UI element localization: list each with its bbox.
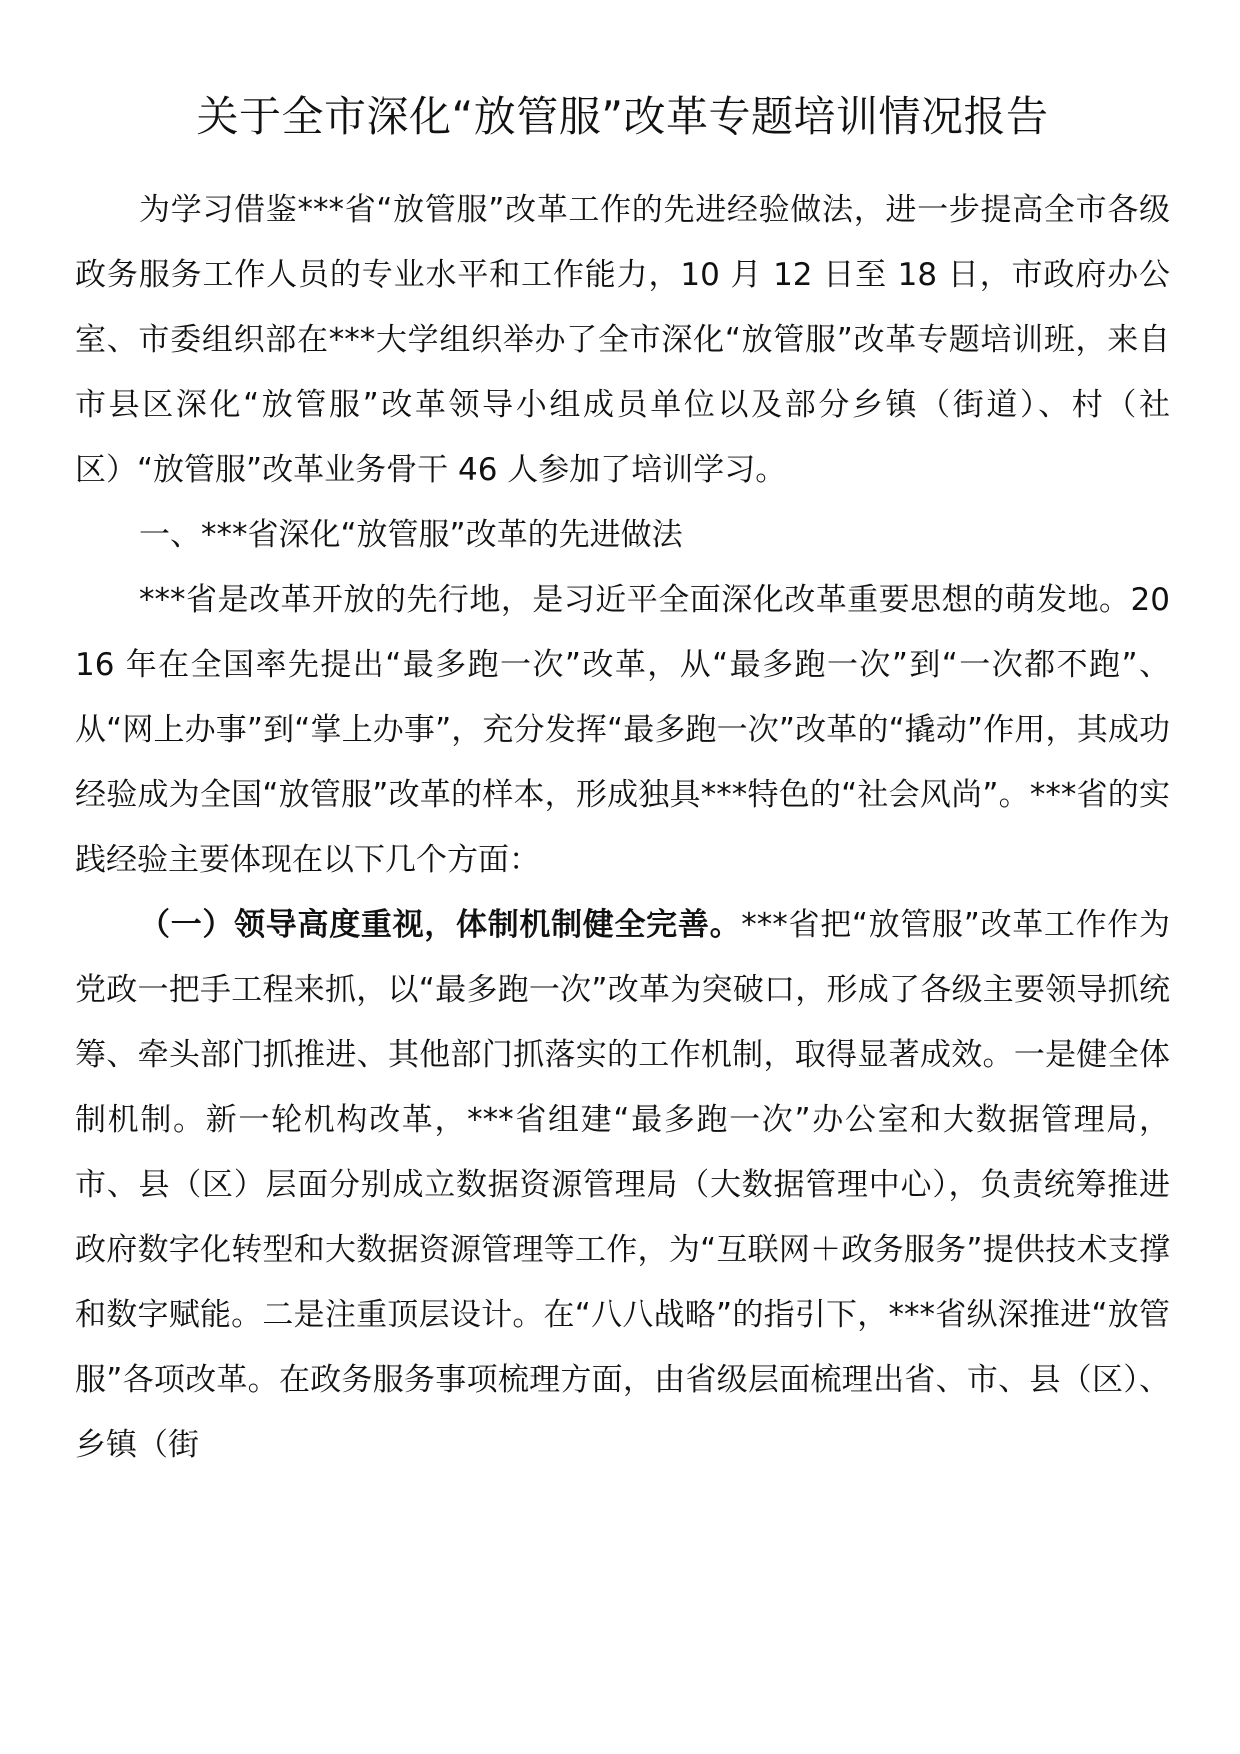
section-1-paragraph: ***省是改革开放的先行地，是习近平全面深化改革重要思想的萌发地。2016 年在全国率先提出“最多跑一次”改革，从“最多跑一次”到“一次都不跑”、从“网上办事”到“掌上办事”，充分发挥“最多跑一次”改革的“撬动”作用，其成功经验成为全国“放管服”改革的样本，形成独具***特色的“社会风尚”。***省的实践经验主要体现在以下几个方面：: [75, 582, 1170, 878]
section-1-heading: 一、***省深化“放管服”改革的先进做法: [139, 517, 683, 553]
document-body: [75, 178, 1170, 1478]
subsection-1-paragraph: [75, 893, 1170, 1478]
subsection-1-lead: （一）领导高度重视，体制机制健全完善。: [139, 907, 742, 943]
intro-paragraph: 为学习借鉴***省“放管服”改革工作的先进经验做法，进一步提高全市各级政务服务工作人员的专业水平和工作能力，10 月 12 日至 18 日，市政府办公室、市委组织部在***大学组织举办了全市深化“放管服”改革专题培训班，来自市县区深化“放管服”改革领导小组成员单位以及部分乡镇（街道）、村（社区）“放管服”改革业务骨干 46 人参加了培训学习。: [75, 192, 1170, 488]
document-title: 关于全市深化“放管服”改革专题培训情况报告: [196, 92, 1049, 141]
subsection-1-text: ***省把“放管服”改革工作作为党政一把手工程来抓，以“最多跑一次”改革为突破口，形成了各级主要领导抓统筹、牵头部门抓推进、其他部门抓落实的工作机制，取得显著成效。一是健全体制机制。新一轮机构改革，***省组建“最多跑一次”办公室和大数据管理局，市、县（区）层面分别成立数据资源管理局（大数据管理中心），负责统筹推进政府数字化转型和大数据资源管理等工作，为“互联网＋政务服务”提供技术支撑和数字赋能。二是注重顶层设计。在“八八战略”的指引下，***省纵深推进“放管服”各项改革。在政务服务事项梳理方面，由省级层面梳理出省、市、县（区）、乡镇（街: [75, 907, 1171, 1463]
document-page: [75, 0, 1170, 1478]
